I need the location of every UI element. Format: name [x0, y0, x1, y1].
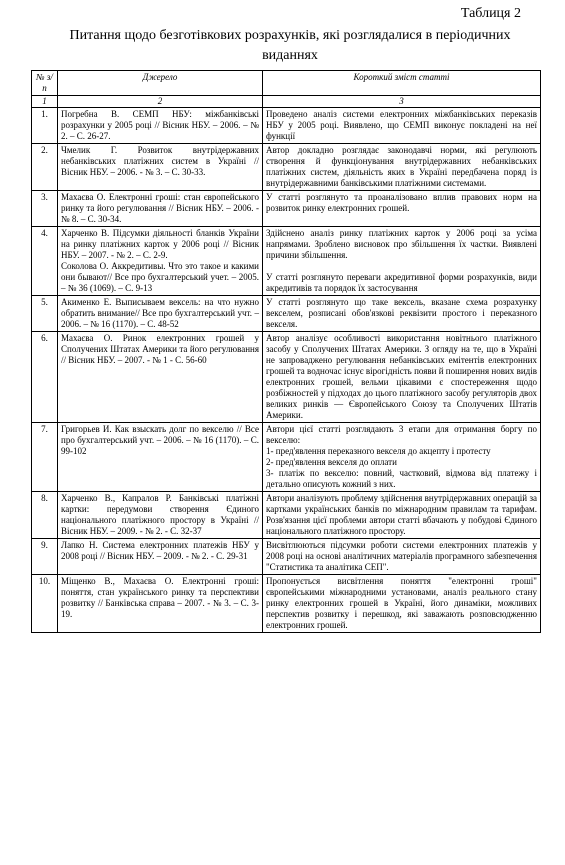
- table-row: [32, 539, 541, 575]
- summary-cell: [263, 108, 541, 144]
- summary-cell: [263, 575, 541, 633]
- column-index: 1: [32, 96, 58, 108]
- source-text: Лапко Н. Система електронних платежів НБУ у 2008 році // Вісник НБУ. – 2009. - № 2. - С. 29-31: [61, 540, 259, 561]
- source-cell: [58, 191, 263, 227]
- row-number: 8.: [32, 492, 58, 539]
- publications-table: [31, 70, 541, 633]
- source-cell: [58, 575, 263, 633]
- source-text: Харченко В., Капралов Р. Банківські платіжні картки: передумови створення Єдиного національного платіжного простору в Україні // Вісник НБУ. – 2009. - № 2. - С. 32-37: [61, 493, 259, 536]
- summary-text: Висвітлюються підсумки роботи системи електронних платежів у 2008 році на основі аналітичних матеріалів програмного забезпечення "Статистика та аналітика СЕП".: [266, 540, 537, 572]
- summary-cell: [263, 227, 541, 296]
- source-text: Акименко Е. Выписываем вексель: на что нужно обратить внимание// Все про бухгалтерський учт. – 2006. – № 16 (1170). – С. 48-52: [61, 297, 259, 329]
- summary-cell: [263, 539, 541, 575]
- table-row: [32, 492, 541, 539]
- summary-text: Автор аналізує особливості використання новітнього платіжного засобу у Сполучених Штатах Америки. З огляду на те, що в Україні не запроваджено регулювання небанківських емітентів електронних грошей та водночас існує вірогідність появи й поширення нових видів електронних грошей, вельми цікавими є спостереження щодо розбіжностей у підходах до цього платіжного засобу регуляторів двох великих ринків — Європейського Союзу та Сполучених Штатів Америки.: [266, 333, 537, 420]
- header-row: [32, 71, 541, 96]
- source-text: Соколова О. Аккредитивы. Что это такое и какими они бывают// Все про бухгалтерський учет. – 2005. – № 36 (1069). – С. 9-13: [61, 261, 259, 293]
- source-text: Чмелик Г. Розвиток внутрідержавних небанківських платіжних систем в Україні // Вісник НБУ. – 2006. - № 3. – С. 30-33.: [61, 145, 259, 177]
- summary-text: У статті розглянуто що таке вексель, вказане схема розрахунку векселем, розписані обов'язкові реквізити простого і переказного векселя.: [266, 297, 537, 329]
- summary-text: 1- пред'явлення переказного векселя до акцепту і протесту: [266, 446, 491, 456]
- source-text: Міщенко В., Махаєва О. Електронні гроші: поняття, стан українського ринку та перспективи розвитку // Банківська справа – 2007. - № 3. – С. 3-19.: [61, 576, 259, 619]
- table-row: [32, 227, 541, 296]
- table-row: [32, 144, 541, 191]
- row-number: 10.: [32, 575, 58, 633]
- source-text: Погребна В. СЕМП НБУ: міжбанківські розрахунки у 2005 році // Вісник НБУ. – 2006. – № 2. – С. 26-27.: [61, 109, 259, 141]
- row-number: 1.: [32, 108, 58, 144]
- header-source: Джерело: [58, 71, 263, 96]
- source-text: Харченко В. Підсумки діяльності бланків України на ринку платіжних карток у 2006 році // Вісник НБУ. – 2007. - № 2. – С. 2-9.: [61, 228, 259, 260]
- header-summary: Короткий зміст статті: [263, 71, 541, 96]
- source-cell: [58, 144, 263, 191]
- row-number: 6.: [32, 332, 58, 423]
- row-number: 5.: [32, 296, 58, 332]
- header-num: № з/п: [32, 71, 58, 96]
- table-row: [32, 191, 541, 227]
- row-number: 4.: [32, 227, 58, 296]
- summary-cell: [263, 423, 541, 492]
- table-title: Питання щодо безготівкових розрахунків, які розглядалися в періодичних виданнях: [69, 28, 511, 63]
- summary-cell: [263, 492, 541, 539]
- row-number: 3.: [32, 191, 58, 227]
- table-row: [32, 423, 541, 492]
- summary-text: Проведено аналіз системи електронних міжбанківських переказів НБУ у 2005 році. Виявлено, що СЕМП виконує покладені на неї функції: [266, 109, 537, 141]
- row-number: 7.: [32, 423, 58, 492]
- source-cell: [58, 492, 263, 539]
- column-index-row: [32, 96, 541, 108]
- summary-cell: [263, 144, 541, 191]
- summary-text: Автори цієї статті розглядають 3 етапи для отримання боргу по векселю:: [266, 424, 537, 445]
- summary-text: Автори аналізують проблему здійснення внутрідержавних операцій за картками українських банків по міжнародним правилам та тарифам. Розв'язання цієї проблеми автори статті вбачають у побудові Єдиного національного платіжного простору.: [266, 493, 537, 536]
- source-cell: [58, 108, 263, 144]
- summary-text: Пропонується висвітлення поняття "електронні гроші" європейськими міжнародними установами, аналіз реального стану ринку електронних грошей в Україні, його динаміки, можливих перспектив розвитку і перешкод, які заважають розповсюдженню електронних грошей.: [266, 576, 537, 630]
- table-body: [32, 108, 541, 633]
- table-row: [32, 296, 541, 332]
- source-cell: [58, 227, 263, 296]
- summary-text: У статті розглянуто та проаналізовано вплив правових норм на розвиток ринку електронних грошей.: [266, 192, 537, 213]
- table-number: Таблиця 2: [460, 6, 521, 21]
- source-text: Григорьев И. Как взыскать долг по векселю // Все про бухгалтерський учт. – 2006. – № 16 (1170). – С. 99-102: [61, 424, 259, 456]
- row-number: 2.: [32, 144, 58, 191]
- summary-cell: [263, 191, 541, 227]
- summary-text: У статті розглянуто переваги акредитивної форми розрахунків, види акредитивів та порядок їх застосування: [266, 272, 537, 293]
- row-number: 9.: [32, 539, 58, 575]
- summary-text: Автор докладно розглядає законодавчі норми, які регулюють створення й функціонування внутрідержавних небанківських платіжних систем, діяльність яких в Україні передбачена поряд із внутрідержавними банківськими платіжними системами.: [266, 145, 537, 188]
- column-index: 2: [58, 96, 263, 108]
- summary-text: 3- платіж по векселю: повний, частковий, відмова від платежу і детально описують кожний з них.: [266, 468, 537, 489]
- summary-cell: [263, 296, 541, 332]
- source-cell: [58, 296, 263, 332]
- summary-text: 2- пред'явлення векселя до оплати: [266, 457, 397, 467]
- source-cell: [58, 332, 263, 423]
- table-row: [32, 332, 541, 423]
- summary-cell: [263, 332, 541, 423]
- source-text: Махаєва О. Електронні гроші: стан європейського ринку та його регулювання // Вісник НБУ. – 2006. - № 8. – С. 30-34.: [61, 192, 259, 224]
- column-index: 3: [263, 96, 541, 108]
- summary-text: Здійснено аналіз ринку платіжних карток у 2006 році за усіма напрямами. Зроблено висновок про збільшення їх частки. Виявлені причини збільшення.: [266, 228, 537, 260]
- source-text: Махаєва О. Ринок електронних грошей у Сполучених Штатах Америки та його регулювання // Вісник НБУ. – 2007. - № 1 - С. 56-60: [61, 333, 259, 365]
- table-row: [32, 108, 541, 144]
- source-cell: [58, 539, 263, 575]
- source-cell: [58, 423, 263, 492]
- table-row: [32, 575, 541, 633]
